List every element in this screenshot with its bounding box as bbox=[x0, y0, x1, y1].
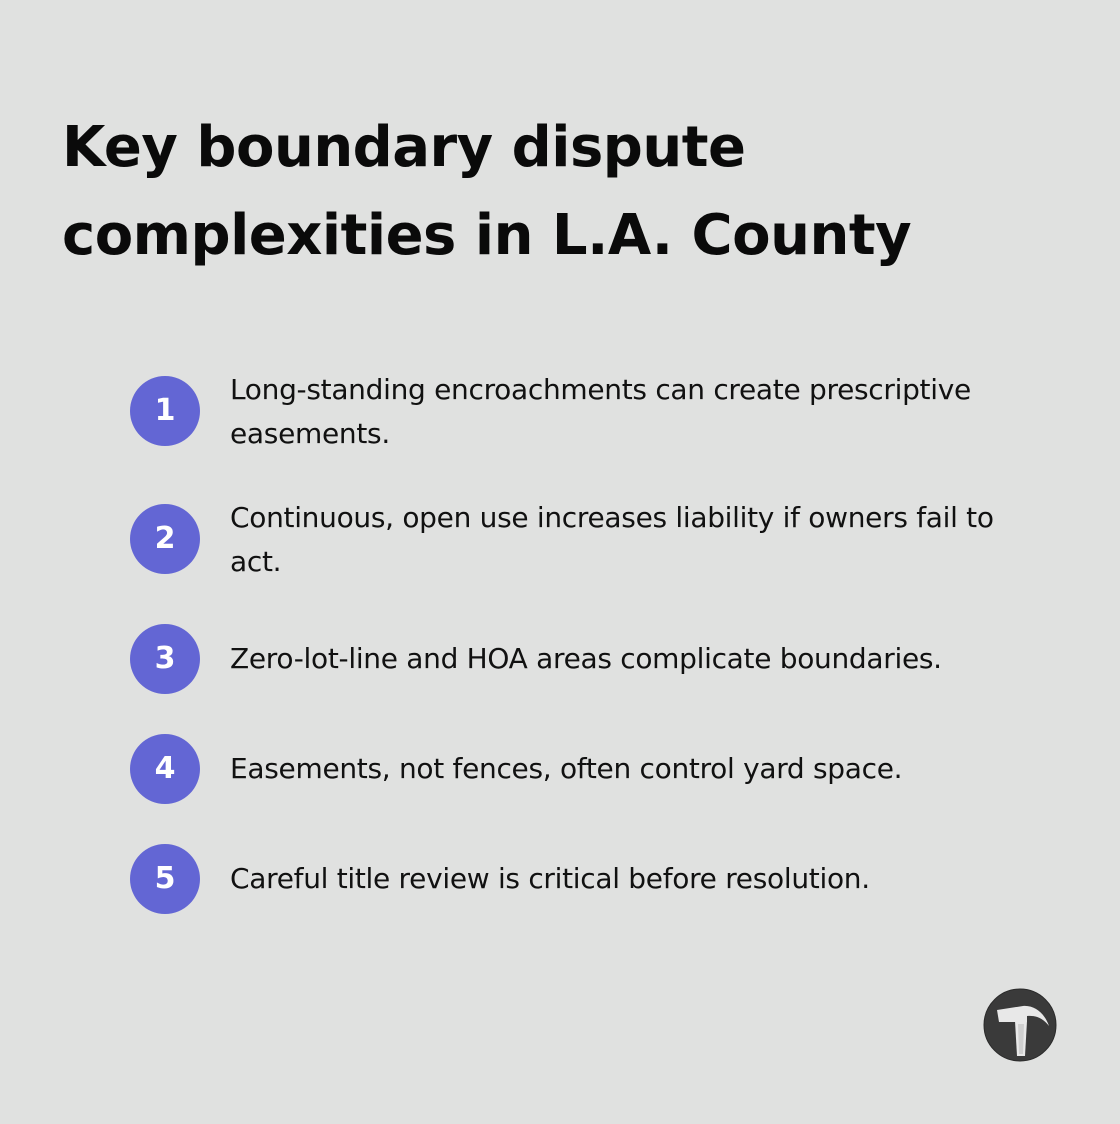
list-item-2 bbox=[130, 501, 1050, 604]
page-title bbox=[62, 104, 1062, 280]
list-item-4 bbox=[130, 734, 1050, 804]
list-item-text-4: Easements, not fences, often control yard space. bbox=[230, 752, 903, 785]
number-badge-3: 3 bbox=[130, 624, 200, 694]
list-item-text-3: Zero-lot-line and HOA areas complicate boundaries. bbox=[230, 642, 942, 675]
number-badge-1: 1 bbox=[130, 376, 200, 446]
list-item-3 bbox=[130, 624, 1050, 694]
number-badge-4: 4 bbox=[130, 734, 200, 804]
number-badge-2: 2 bbox=[130, 504, 200, 574]
list-item-1 bbox=[130, 373, 1050, 476]
page-title-line-1: Key boundary dispute bbox=[62, 115, 746, 180]
list-item-5 bbox=[130, 844, 1050, 914]
list-item-text-5: Careful title review is critical before resolution. bbox=[230, 862, 870, 895]
list-item-text-2: Continuous, open use increases liability if owners fail to act. bbox=[230, 501, 994, 578]
page-title-line-2: complexities in L.A. County bbox=[62, 203, 912, 268]
hammer-logo-icon bbox=[983, 988, 1057, 1062]
number-badge-5: 5 bbox=[130, 844, 200, 914]
list-item-text-1: Long-standing encroachments can create prescriptive easements. bbox=[230, 373, 971, 450]
